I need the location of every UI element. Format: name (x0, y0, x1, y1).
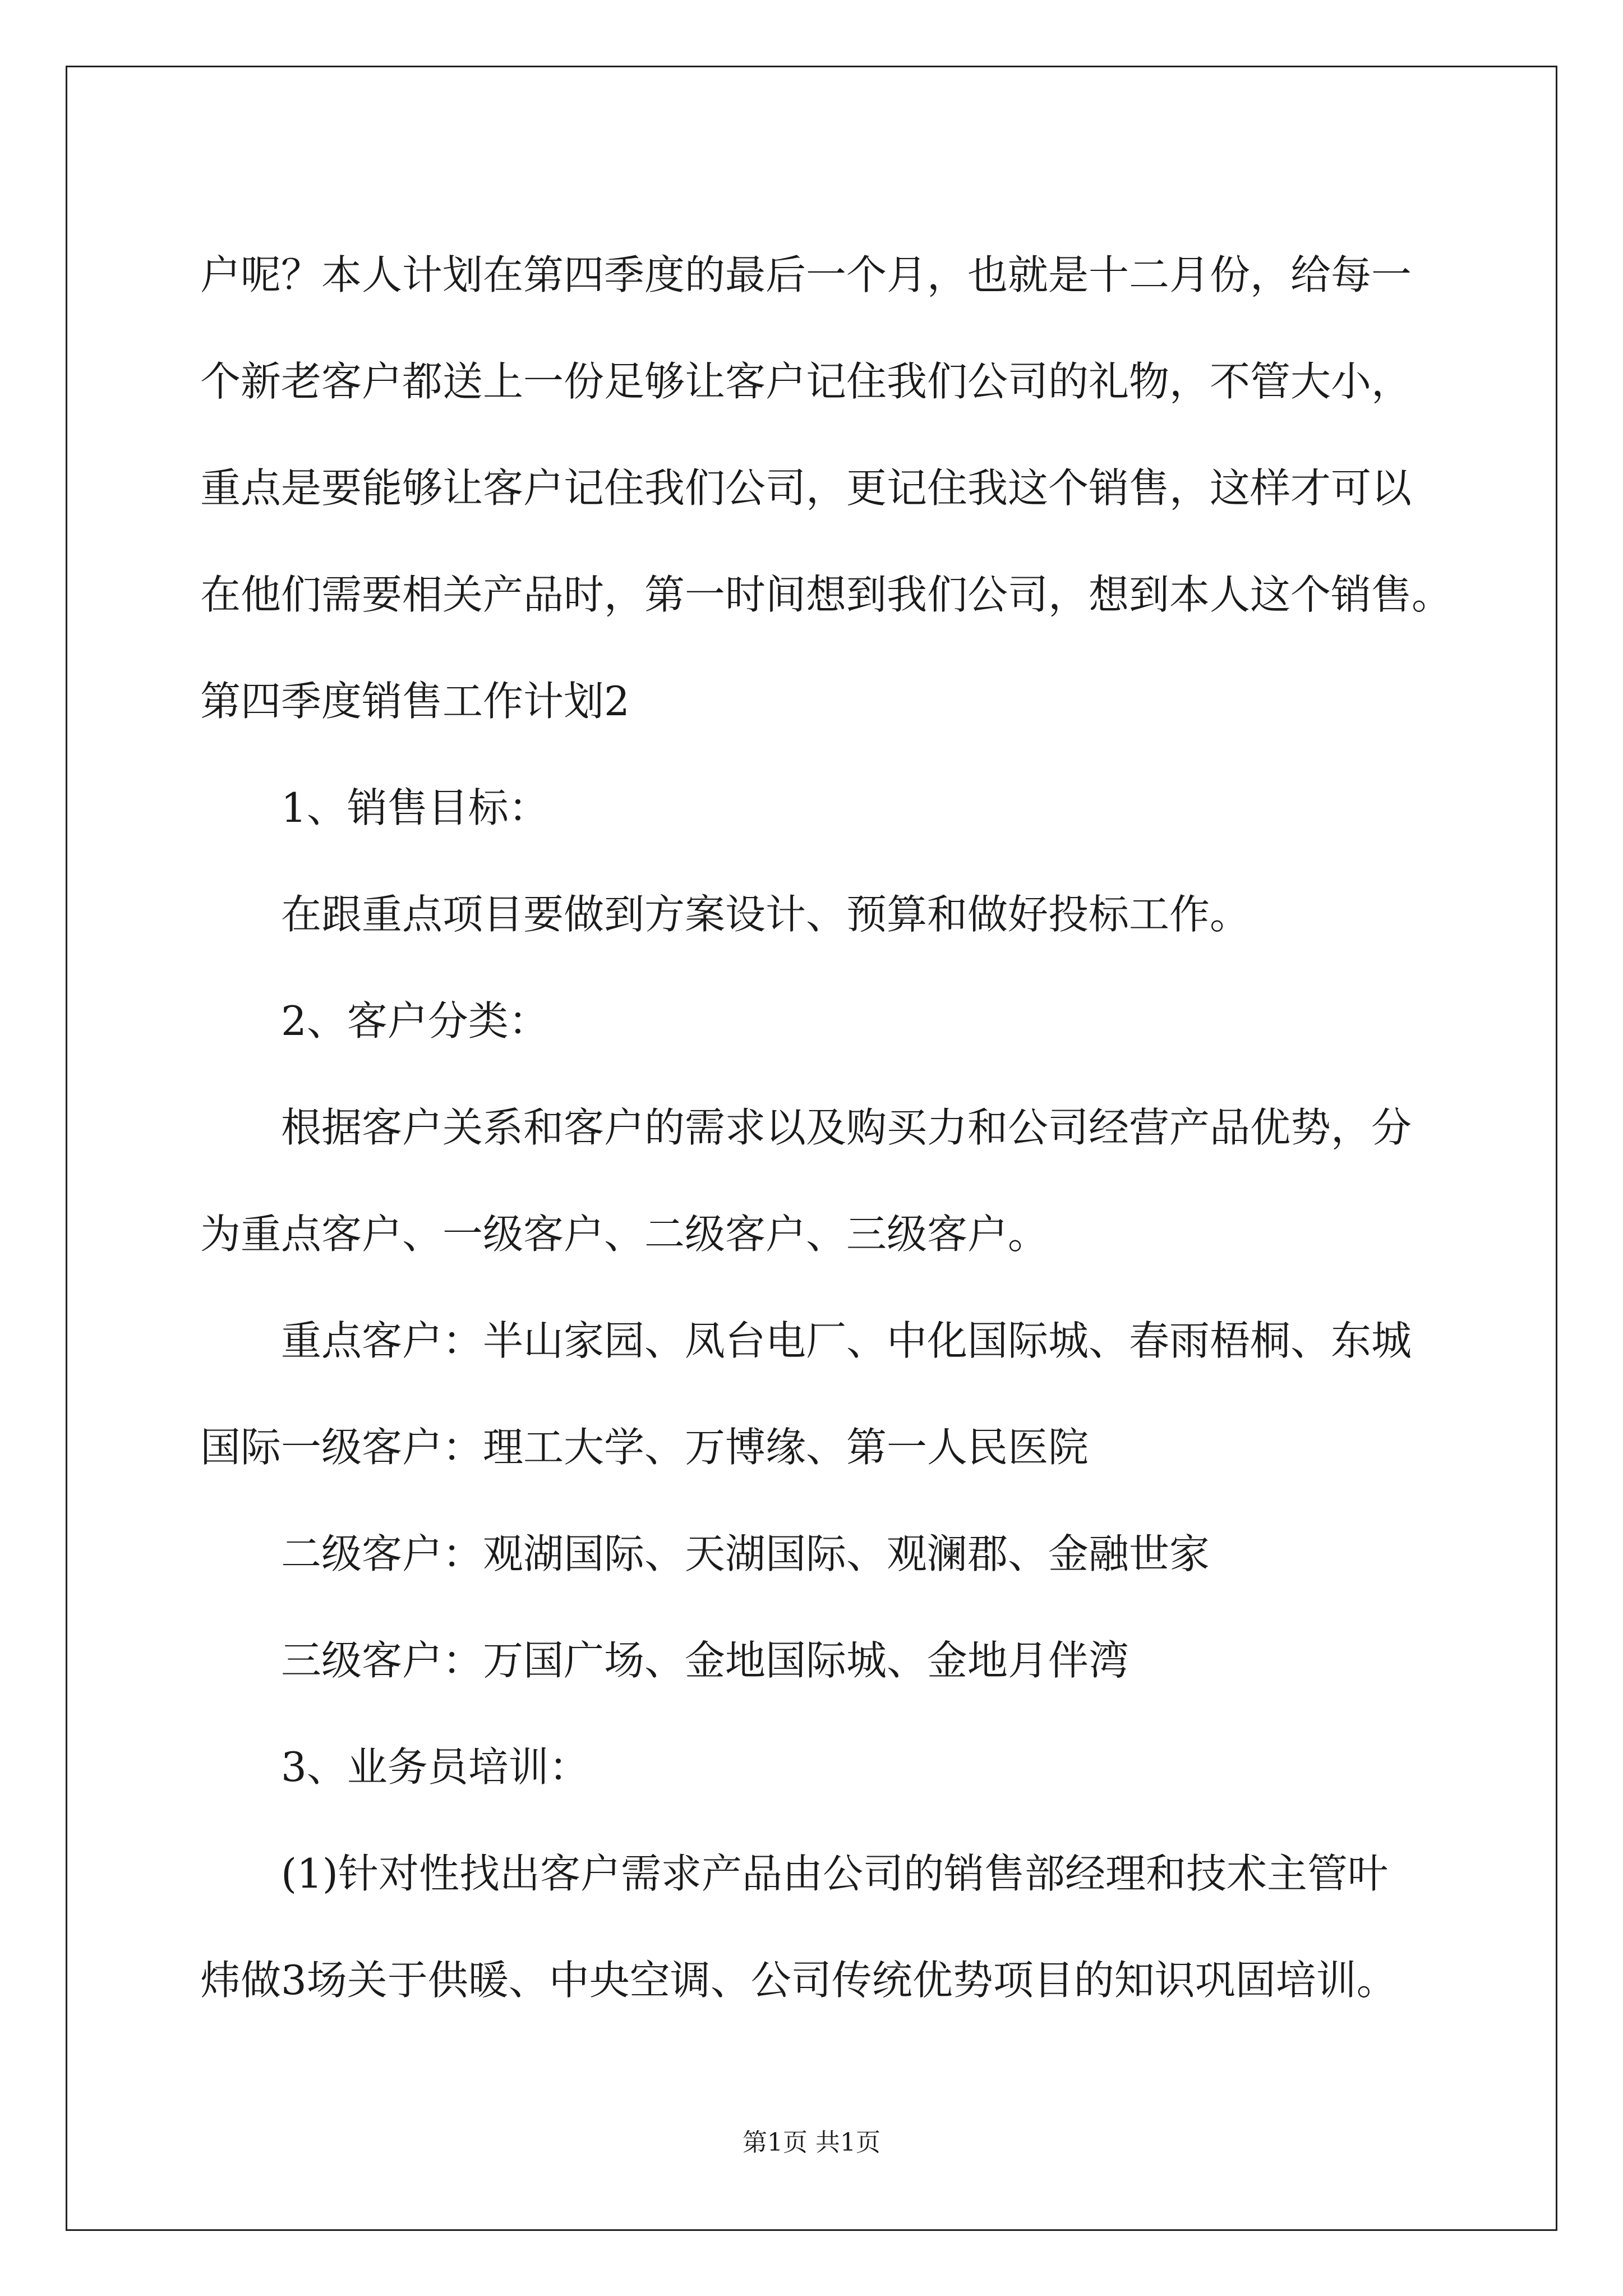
page-footer: 第1页 共1页 (743, 2128, 880, 2157)
text-line-7: 在跟重点项目要做到方案设计、预算和做好投标工作。 (281, 891, 1251, 938)
text-line-9: 根据客户关系和客户的需求以及购买力和公司经营产品优势，分 (281, 1104, 1412, 1151)
text-line-4: 在他们需要相关产品时，第一时间想到我们公司，想到本人这个销售。 (200, 571, 1453, 618)
text-line-14: 三级客户：万国广场、金地国际城、金地月伴湾 (281, 1637, 1129, 1684)
text-line-13: 二级客户：观湖国际、天湖国际、观澜郡、金融世家 (281, 1530, 1210, 1577)
text-line-11: 重点客户：半山家园、凤台电厂、中化国际城、春雨梧桐、东城 (281, 1317, 1412, 1364)
item-heading-training: 3、业务员培训： (281, 1743, 589, 1791)
text-line-2: 个新老客户都送上一份足够让客户记住我们公司的礼物，不管大小， (200, 358, 1412, 405)
text-line-16: (1)针对性找出客户需求产品由公司的销售部经理和技术主管叶 (281, 1850, 1388, 1897)
document-body (200, 222, 1490, 2033)
text-line-10: 为重点客户、一级客户、二级客户、三级客户。 (200, 1211, 1049, 1258)
text-line-12: 国际一级客户：理工大学、万博缘、第一人民医院 (200, 1424, 1089, 1471)
section-heading: 第四季度销售工作计划2 (200, 678, 630, 725)
text-line-1: 户呢？本人计划在第四季度的最后一个月，也就是十二月份，给每一 (200, 251, 1412, 298)
text-line-3: 重点是要能够让客户记住我们公司，更记住我这个销售，这样才可以 (200, 464, 1412, 512)
text-line-17: 炜做3场关于供暖、中央空调、公司传统优势项目的知识巩固培训。 (200, 1957, 1397, 2004)
item-heading-sales-target: 1、销售目标： (281, 784, 549, 831)
item-heading-customer-classification: 2、客户分类： (281, 997, 549, 1045)
